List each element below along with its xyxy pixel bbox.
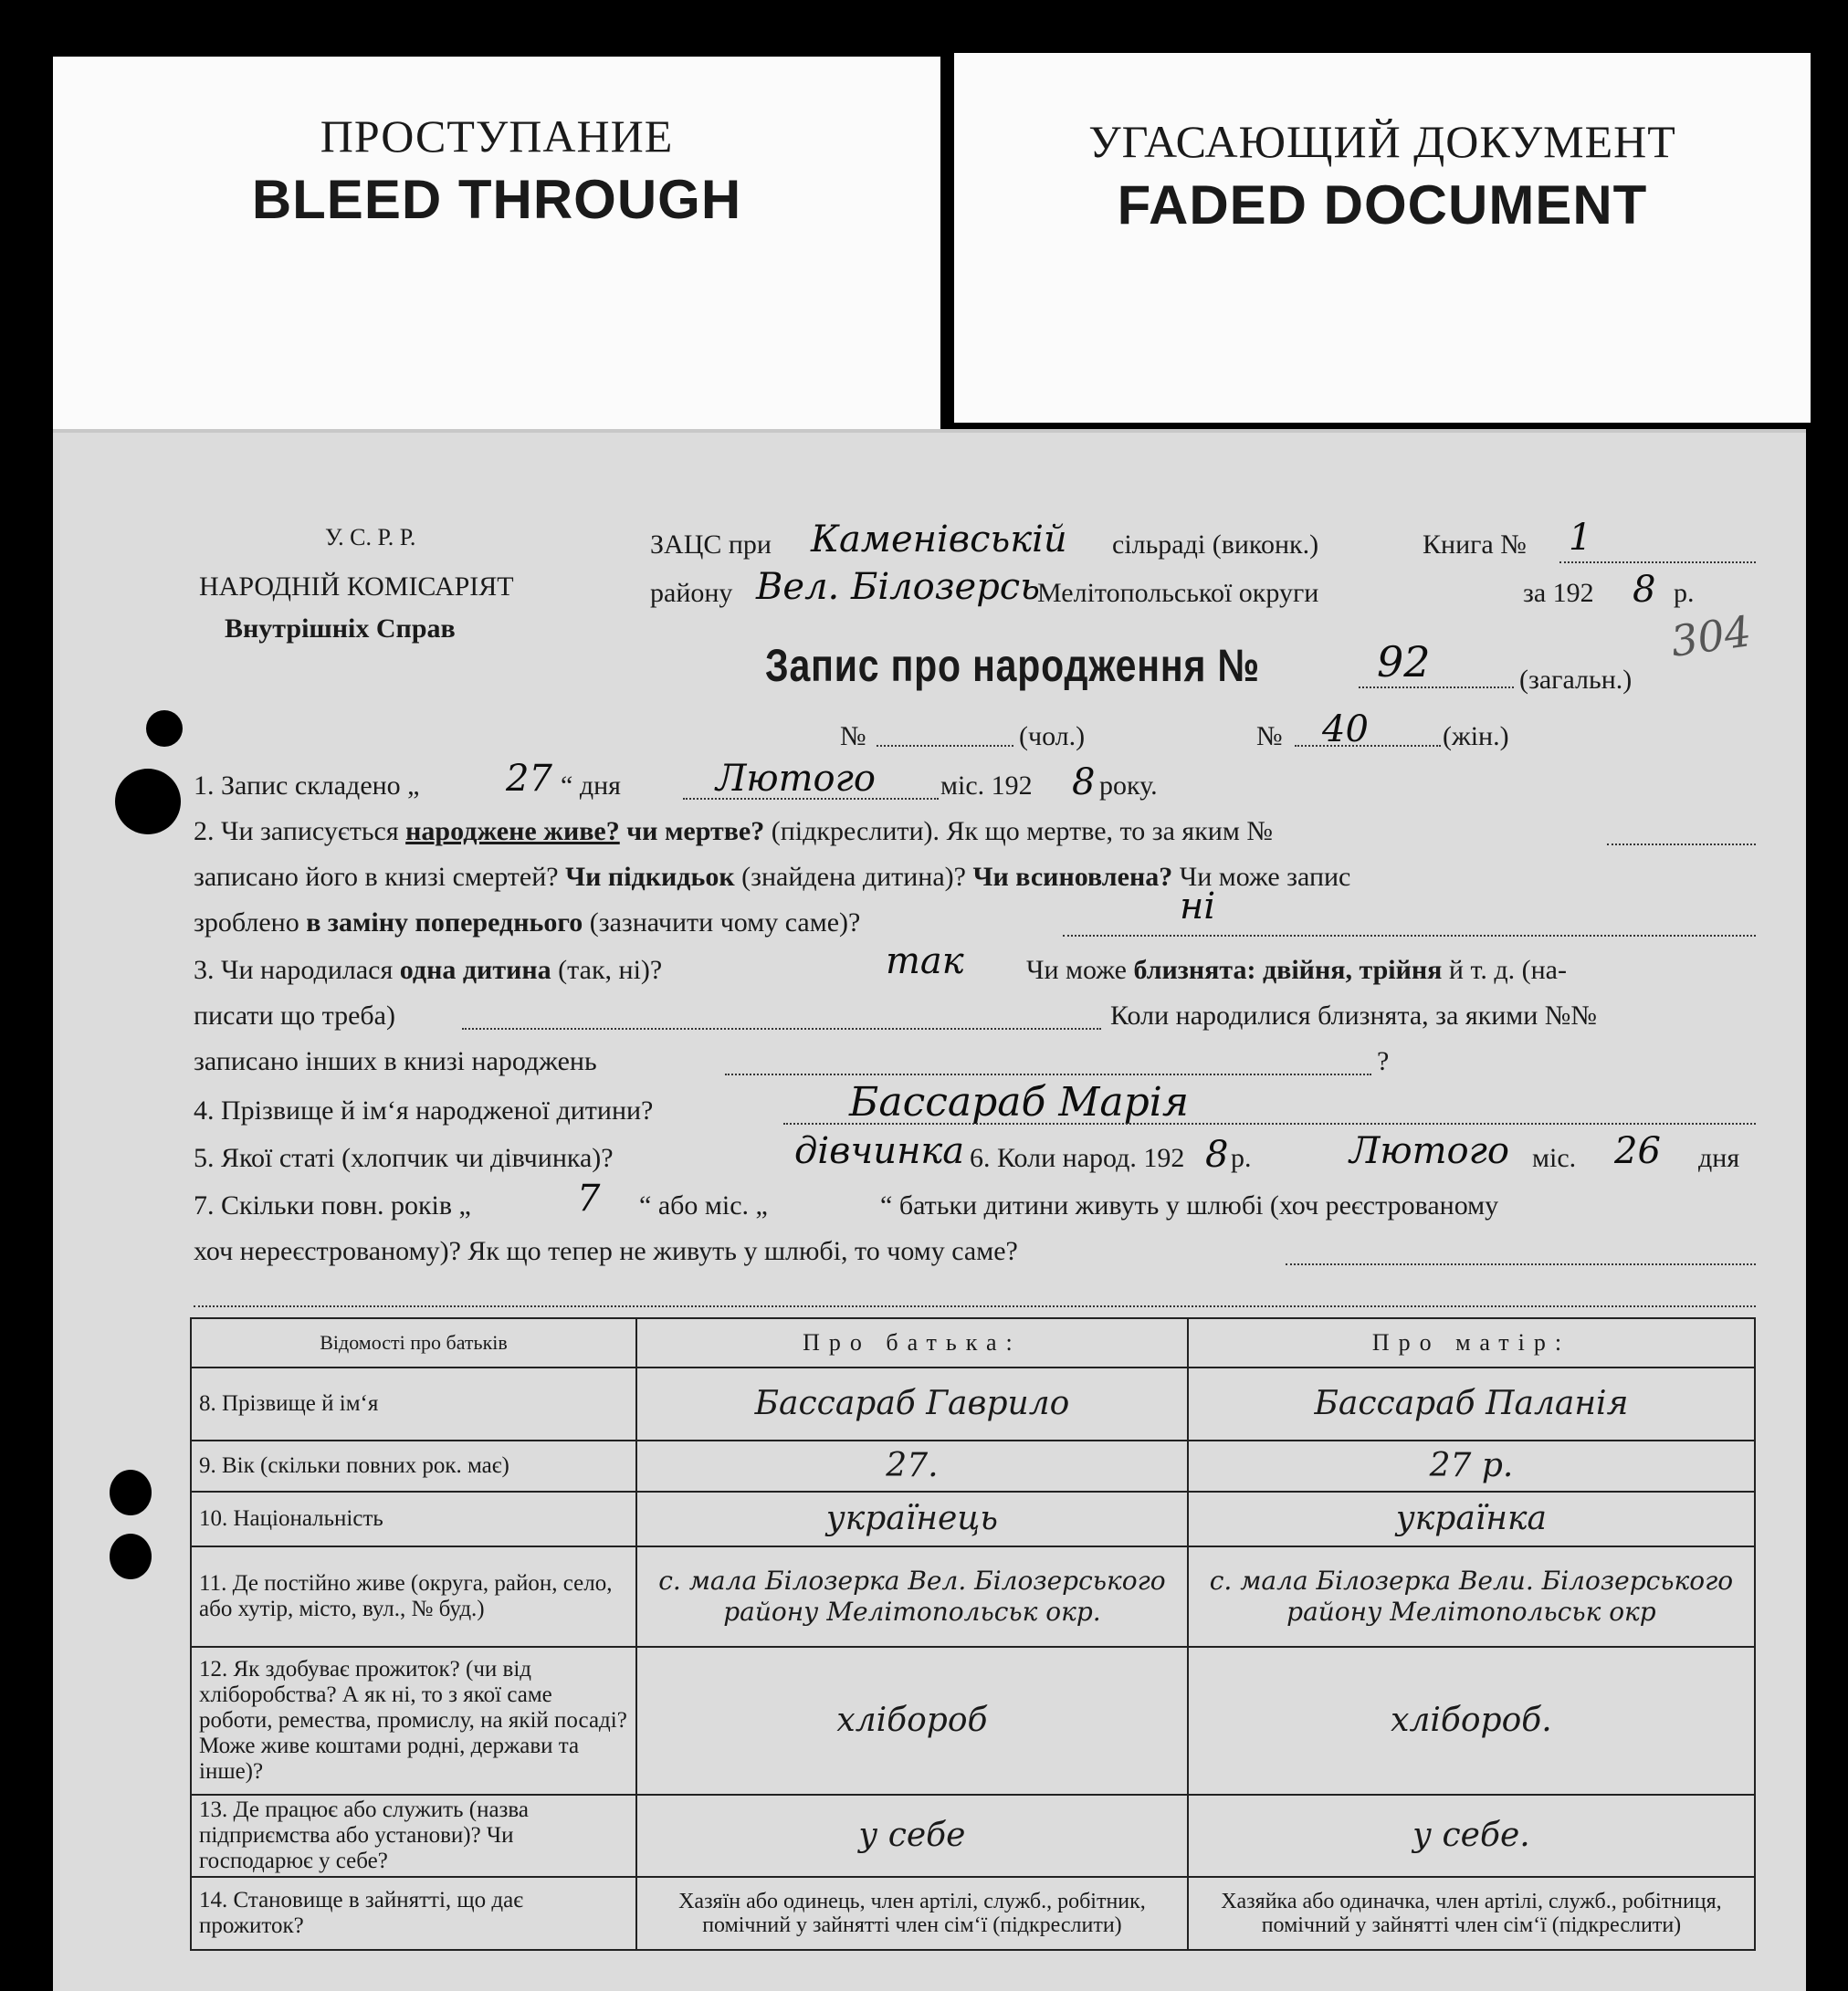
l3 — [194, 862, 1350, 893]
row-mother: хлібороб. — [1188, 1647, 1755, 1795]
faded-document-ru: УГАСАЮЩИЙ ДОКУМЕНТ — [1088, 116, 1676, 167]
l1-b: “ дня — [561, 770, 621, 801]
l5-a-text: 3. Чи народилася — [194, 955, 394, 985]
zhin-number-label: № — [1256, 721, 1283, 751]
sheet-edge — [53, 429, 1806, 433]
row-father: українець — [636, 1492, 1188, 1546]
year-suffix: р. — [1674, 578, 1695, 608]
l1-a: 1. Запис складено „ — [194, 770, 420, 801]
l8-a: 4. Прізвище й ім‘я народженої дитини? — [194, 1095, 654, 1126]
parents-table — [190, 1317, 1756, 1951]
l4-c-text: (зазначити чому саме)? — [589, 907, 861, 938]
punch-hole — [146, 710, 183, 747]
row-father: 27. — [636, 1441, 1188, 1492]
row-father: хлібороб — [636, 1647, 1188, 1795]
row-question: 12. Як здобуває прожиток? (чи від хліборобства? А як ні, то з якої саме роботи, ремества, промислу, на якій посаді? Може живе коштами родні, держави та інше)? — [191, 1647, 636, 1795]
l4 — [194, 907, 860, 938]
table-header-info: Відомості про батьків — [191, 1318, 636, 1368]
l4-b-text: в заміну попереднього — [306, 907, 583, 938]
birth-record-form — [53, 429, 1806, 1991]
l10-a: 7. Скільки повн. років „ — [194, 1190, 471, 1221]
bleed-through-card — [53, 57, 940, 477]
l3-a-text: записано його в книзі смертей? — [194, 862, 559, 892]
zhin-label: (жін.) — [1443, 721, 1509, 751]
l1-month: Лютого — [716, 758, 876, 800]
l2-a-text: 2. Чи записується — [194, 816, 399, 846]
l7-q: ? — [1377, 1046, 1390, 1076]
row-question: 13. Де працює або служить (назва підприємства або установи)? Чи господарює у себе? — [191, 1795, 636, 1877]
zags-handwritten: Каменівській — [811, 519, 1067, 561]
chol-dotted-line — [877, 745, 1013, 747]
l6-a: писати що треба) — [194, 1001, 395, 1031]
l10-b: “ або міс. „ — [639, 1190, 768, 1221]
l2-d-text: (підкреслити). Як що мертве, то за яким № — [771, 816, 1273, 846]
l2-b-text: народжене живе? — [405, 816, 620, 846]
l10-c: “ батьки дитини живуть у шлюбі (хоч реєстрованому — [880, 1190, 1499, 1221]
l9-a: 5. Якої статі (хлопчик чи дівчинка)? — [194, 1143, 614, 1173]
punch-hole — [110, 1534, 152, 1579]
raion-label: району — [650, 578, 733, 608]
department-label: Внутрішніх Справ — [225, 613, 456, 644]
year-label: за 192 — [1523, 578, 1594, 608]
l1-c: міс. 192 — [940, 770, 1033, 801]
zags-prefix: ЗАЦС при — [650, 529, 772, 560]
l5-rest — [1026, 955, 1567, 986]
row-mother: українка — [1188, 1492, 1755, 1546]
l1-year: 8 — [1072, 761, 1096, 803]
zagaln-label: (загальн.) — [1519, 665, 1633, 695]
l12-dotted — [194, 1305, 1756, 1307]
l10-handwritten: 7 — [577, 1178, 601, 1220]
l5-c-text: (так, ні)? — [558, 955, 663, 985]
l9-year: 8 — [1205, 1134, 1229, 1176]
chol-number-label: № — [840, 721, 866, 751]
row-father: Хазяїн або одинець, член артілі, служб., робітник, помічний у зайнятті член сім‘ї (підкреслити) — [636, 1877, 1188, 1950]
book-handwritten: 1 — [1569, 517, 1592, 559]
punch-hole — [115, 769, 181, 834]
bleed-through-ru: ПРОСТУПАНИЕ — [320, 110, 674, 162]
faded-document-card — [954, 53, 1811, 423]
faded-document-en: FADED DOCUMENT — [1117, 174, 1648, 236]
l2-a — [194, 816, 1273, 847]
commissariat-label: НАРОДНІЙ КОМІСАРІЯТ — [199, 571, 514, 602]
l9-c: р. — [1231, 1143, 1252, 1173]
margin-number: 304 — [1667, 606, 1755, 666]
l5-f-text: й т. д. (на- — [1448, 955, 1567, 985]
l11-dotted — [1286, 1263, 1756, 1265]
l8-handwritten: Бассараб Марія — [849, 1079, 1189, 1126]
row-question: 11. Де постійно живе (округа, район, село, або хутір, місто, вул., № буд.) — [191, 1546, 636, 1647]
l3-c-text: (знайдена дитина)? — [741, 862, 966, 892]
row-question: 14. Становище в зайнятті, що дає прожиток? — [191, 1877, 636, 1950]
row-mother: Хазяйка або одиначка, член артілі, служб., робітниця, помічний у зайнятті член сім‘ї (підкреслити) — [1188, 1877, 1755, 1950]
l5 — [194, 955, 662, 986]
l1-day: 27 — [506, 758, 552, 800]
row-question: 10. Національність — [191, 1492, 636, 1546]
table-header-mother: Про матір: — [1188, 1318, 1755, 1368]
bleed-through-en: BLEED THROUGH — [251, 169, 742, 230]
l4-a-text: зроблено — [194, 907, 299, 938]
l9-month: Лютого — [1349, 1130, 1509, 1172]
zhin-dotted-line — [1295, 745, 1441, 747]
book-dotted-line — [1559, 561, 1756, 563]
row-mother: 27 р. — [1188, 1441, 1755, 1492]
l5-e-text: близнята: двійня, трійня — [1133, 955, 1443, 985]
l3-d-text: Чи всиновлена? — [972, 862, 1173, 892]
l1-d: року. — [1099, 770, 1158, 801]
book-label: Книга № — [1423, 529, 1527, 560]
row-father: у себе — [636, 1795, 1188, 1877]
l8-dotted — [783, 1123, 1756, 1125]
record-title: Запис про народження № — [765, 640, 1260, 691]
row-question: 8. Прізвище й ім‘я — [191, 1368, 636, 1441]
l9-handwritten: дівчинка — [794, 1130, 965, 1172]
row-father: с. мала Білозерка Вел. Білозерського району Мелітопольськ окр. — [636, 1546, 1188, 1647]
okrug-label: Мелітопольської округи — [1037, 578, 1319, 608]
chol-label: (чол.) — [1019, 721, 1086, 751]
row-mother: Бассараб Паланія — [1188, 1368, 1755, 1441]
l11-a: хоч нереєстрованому)? Як що тепер не живуть у шлюбі, то чому саме? — [194, 1236, 1018, 1266]
l3-e-text: Чи може запис — [1179, 862, 1351, 892]
table-row — [191, 1647, 1755, 1795]
row-mother: с. мала Білозерка Вели. Білозерського району Мелітопольськ окр — [1188, 1546, 1755, 1647]
table-row — [191, 1795, 1755, 1877]
row-father: Бассараб Гаврило — [636, 1368, 1188, 1441]
table-row — [191, 1441, 1755, 1492]
l3-b-text: Чи підкидьок — [565, 862, 735, 892]
record-number-handwritten: 92 — [1377, 637, 1431, 686]
table-header-father: Про батька: — [636, 1318, 1188, 1368]
l7-a: записано інших в книзі народжень — [194, 1046, 597, 1076]
record-dotted-line — [1359, 686, 1514, 688]
raion-handwritten: Вел. Білозерсь — [756, 566, 1040, 608]
punch-hole — [110, 1470, 152, 1515]
table-header-row — [191, 1318, 1755, 1368]
l5-d-text: Чи може — [1026, 955, 1127, 985]
year-handwritten: 8 — [1633, 569, 1656, 611]
table-row — [191, 1492, 1755, 1546]
l2-dotted — [1607, 844, 1756, 845]
row-mother: у себе. — [1188, 1795, 1755, 1877]
zhin-handwritten: 40 — [1322, 708, 1369, 750]
l1-dotted — [683, 798, 939, 800]
l9-d: міс. — [1532, 1143, 1577, 1173]
usrr-label: У. С. Р. Р. — [325, 524, 416, 550]
l9-b: 6. Коли народ. 192 — [970, 1143, 1185, 1173]
l4-handwritten: ні — [1180, 885, 1216, 927]
row-question: 9. Вік (скільки повних рок. має) — [191, 1441, 636, 1492]
l2-c-text: чи мертве? — [626, 816, 765, 846]
l4-dotted — [1063, 935, 1756, 937]
table-row — [191, 1546, 1755, 1647]
l9-e: дня — [1698, 1143, 1740, 1173]
table-row — [191, 1368, 1755, 1441]
l5-handwritten: так — [886, 940, 964, 982]
l6-b: Коли народилися близнята, за якими №№ — [1110, 1001, 1598, 1031]
l9-day: 26 — [1614, 1130, 1661, 1172]
l7-dotted — [725, 1074, 1371, 1075]
l6-dotted — [462, 1028, 1101, 1030]
selradi-label: сільраді (виконк.) — [1112, 529, 1319, 560]
l5-b-text: одна дитина — [399, 955, 551, 985]
table-row — [191, 1877, 1755, 1950]
